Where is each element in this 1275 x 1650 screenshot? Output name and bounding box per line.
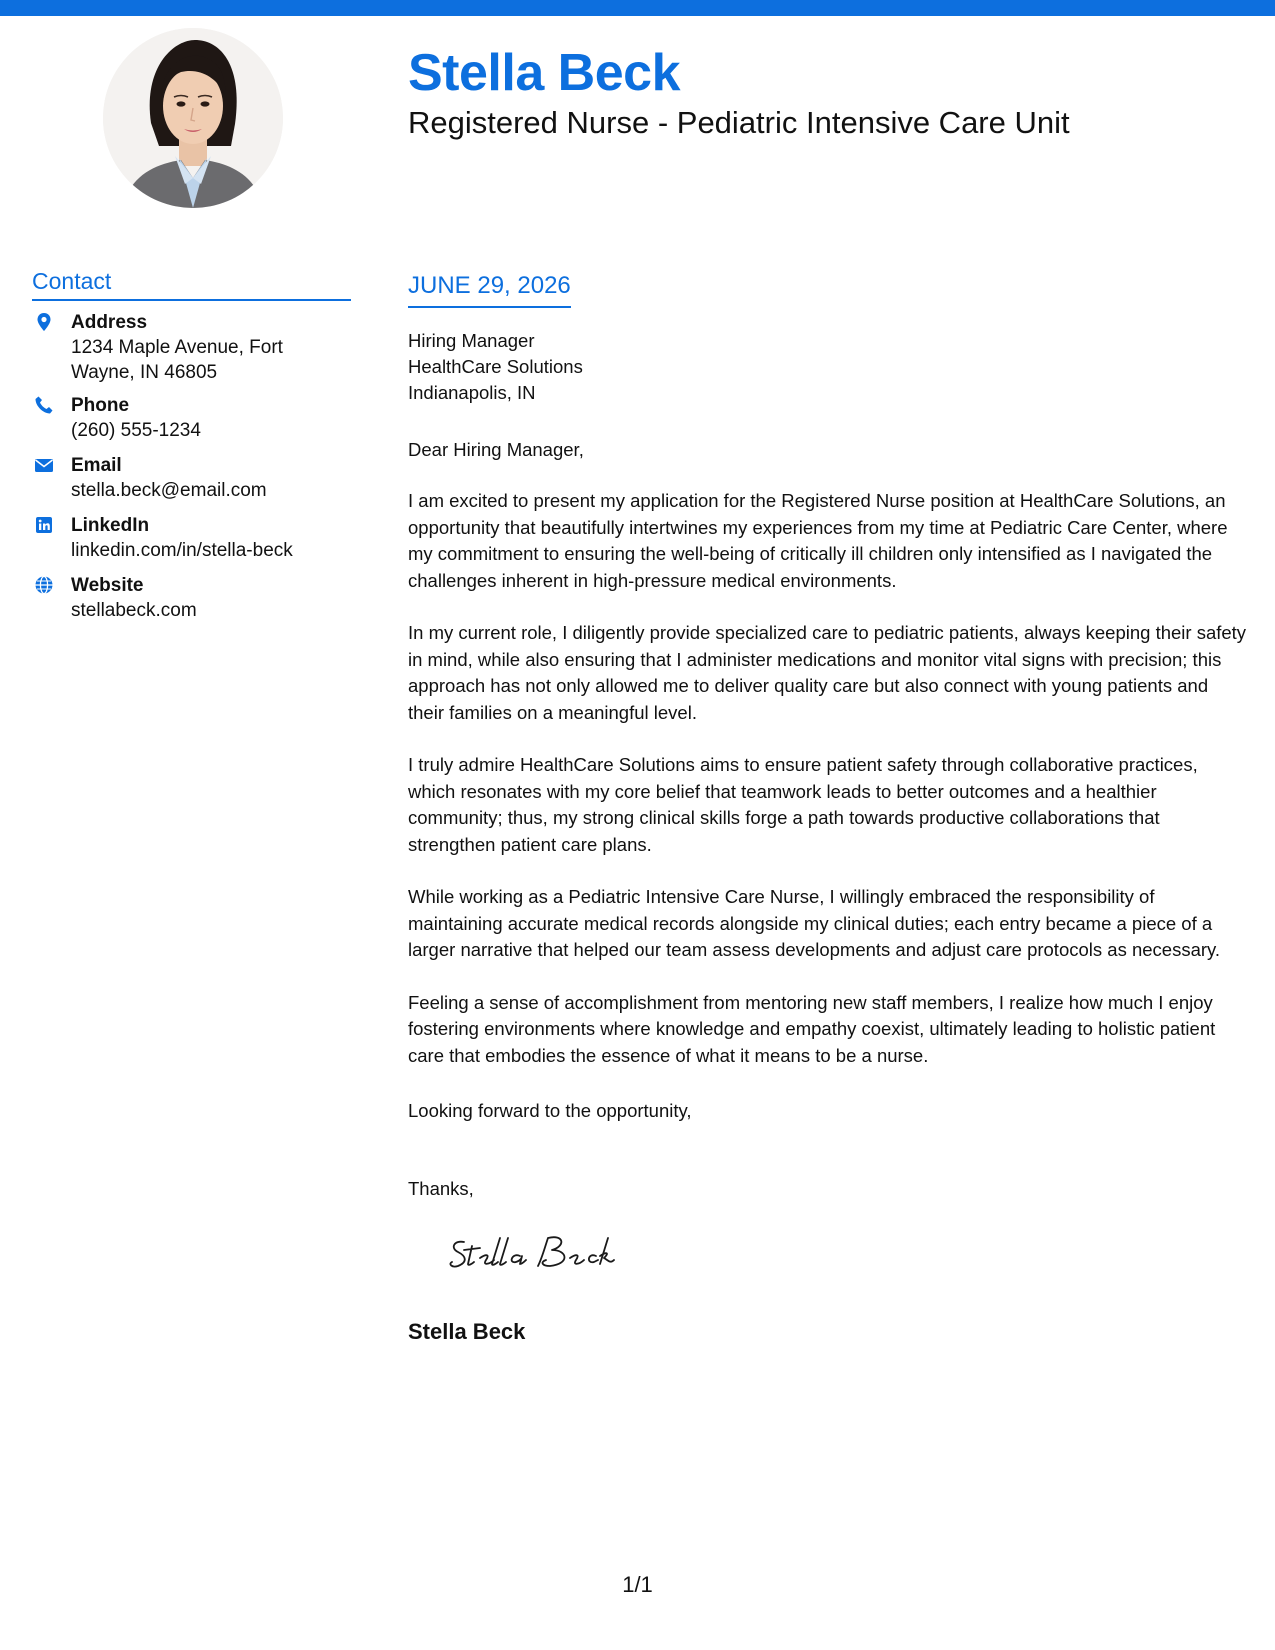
body-paragraph: While working as a Pediatric Intensive Care Nurse, I willingly embraced the responsibility of maintaining accurate medical records alongside my clinical duties; each entry became a piece of a larger narrative that helped our team assess developments and adjust care protocols as necessary. [408, 886, 1221, 960]
contact-email [32, 454, 351, 503]
contact-label: LinkedIn [71, 515, 150, 536]
signoff: Thanks, [408, 1178, 474, 1199]
contact-value: linkedin.com/in/stella-beck [71, 540, 293, 561]
contact-value: stella.beck@email.com [71, 480, 267, 501]
contact-website [32, 574, 351, 623]
contact-value: 1234 Maple Avenue, Fort Wayne, IN 46805 [71, 337, 283, 383]
candidate-name: Stella Beck [408, 44, 680, 102]
contact-phone [32, 394, 351, 443]
envelope-icon [34, 455, 54, 475]
recipient-block [408, 328, 583, 406]
body-paragraph: Feeling a sense of accomplishment from mentoring new staff members, I realize how much I enjoy fostering environments where knowledge and empathy coexist, ultimately leading to holistic patient care that embodies the essence of what it means to be a nurse. [408, 991, 1216, 1066]
body-paragraph: I am excited to present my application for the Registered Nurse position at HealthCare Solutions, an opportunity that beautifully intertwines my experiences from my time at Pediatric Care Center, where my commitment to ensuring the well-being of critically ill children only intensified as I navigated the challenges inherent in high-pressure medical environments. [408, 490, 1228, 591]
contact-linkedin [32, 514, 351, 563]
contact-label: Website [71, 575, 144, 596]
map-pin-icon [34, 312, 54, 332]
contact-label: Email [71, 455, 122, 476]
top-accent-bar [0, 0, 1275, 16]
recipient-line: HealthCare Solutions [408, 356, 583, 377]
letter-date: JUNE 29, 2026 [408, 271, 571, 308]
page-number: 1/1 [622, 1572, 653, 1597]
contact-label: Phone [71, 395, 130, 416]
closing-line: Looking forward to the opportunity, [408, 1100, 692, 1121]
contact-label: Address [71, 312, 148, 333]
contact-value: stellabeck.com [71, 600, 197, 621]
contact-address [32, 311, 351, 385]
contact-heading: Contact [32, 266, 351, 301]
salutation: Dear Hiring Manager, [408, 439, 584, 460]
profile-photo [103, 28, 283, 208]
body-paragraph: In my current role, I diligently provide specialized care to pediatric patients, always keeping their safety in mind, while also ensuring that I administer medications and monitor vital signs with precision; this approach has not only allowed me to deliver quality care but also connect with young patients and their families on a meaningful level. [408, 622, 1247, 723]
letter-body [408, 488, 1248, 1095]
globe-icon [34, 575, 54, 595]
body-paragraph: I truly admire HealthCare Solutions aims to ensure patient safety through collaborative practices, which resonates with my core belief that teamwork leads to better outcomes and a healthier community; thus, my strong clinical skills forge a path towards productive collaborations that strengthen patient care plans. [408, 754, 1198, 855]
contact-list [32, 311, 351, 623]
recipient-line: Hiring Manager [408, 330, 535, 351]
phone-icon [34, 395, 54, 415]
recipient-line: Indianapolis, IN [408, 382, 536, 403]
candidate-title: Registered Nurse - Pediatric Intensive Care Unit [408, 105, 1070, 140]
signer-name: Stella Beck [408, 1319, 526, 1344]
handwritten-signature [446, 1228, 626, 1283]
linkedin-icon [34, 515, 54, 535]
contact-value: (260) 555-1234 [71, 420, 201, 441]
